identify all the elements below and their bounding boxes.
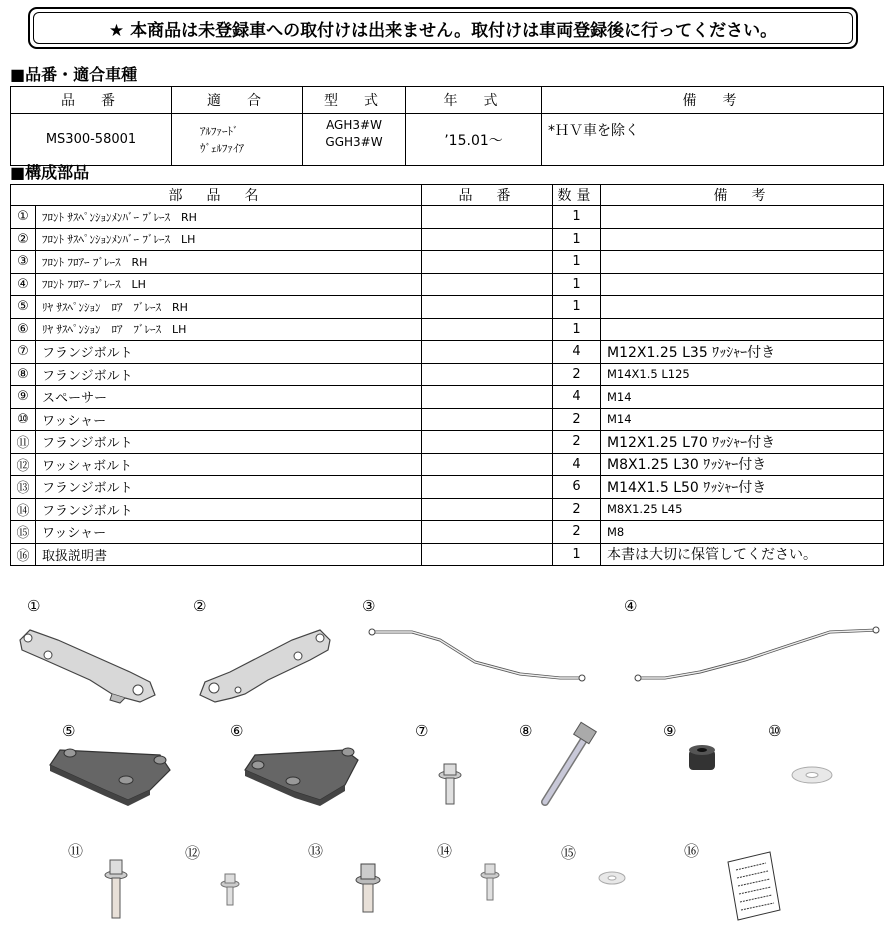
parts-row xyxy=(11,543,884,566)
row-number: ② xyxy=(11,228,36,251)
quantity: 1 xyxy=(553,543,601,566)
part-number xyxy=(422,431,553,454)
notice-text: ★ 本商品は未登録車への取付けは出来ません。取付けは車両登録後に行ってください。 xyxy=(33,12,853,44)
header-fitment: 適 合 xyxy=(172,87,303,114)
front-floor-brace-lh-illustration xyxy=(635,627,879,681)
parts-row xyxy=(11,318,884,341)
part-note: M12X1.25 L70 ﾜｯｼｬｰ付き xyxy=(601,431,884,454)
label-5: ⑤ xyxy=(62,722,76,740)
label-3: ③ xyxy=(362,597,376,615)
quantity: 1 xyxy=(553,296,601,319)
quantity: 2 xyxy=(553,498,601,521)
row-number: ⑪ xyxy=(11,431,36,454)
spacer-m14-illustration xyxy=(689,745,715,770)
vehicle-vellfire: ｳﾞｪﾙﾌｧｲｱ xyxy=(200,141,244,155)
parts-row xyxy=(11,431,884,454)
label-14: ⑭ xyxy=(437,842,453,860)
part-note: 本書は大切に保管してください。 xyxy=(601,543,884,566)
fitment-table xyxy=(10,86,884,166)
part-note xyxy=(601,206,884,229)
label-7: ⑦ xyxy=(415,722,429,740)
quantity: 2 xyxy=(553,363,601,386)
flange-bolt-m14-l125-illustration xyxy=(545,722,596,802)
parts-row xyxy=(11,521,884,544)
fitment-row xyxy=(11,114,884,166)
quantity: 4 xyxy=(553,453,601,476)
part-note: M14X1.5 L125 xyxy=(601,363,884,386)
part-note: M14 xyxy=(601,386,884,409)
header-notes: 備 考 xyxy=(601,185,884,206)
vehicle-alphard: ｱﾙﾌｧｰﾄﾞ xyxy=(200,124,239,138)
row-number: ⑫ xyxy=(11,453,36,476)
part-number xyxy=(422,386,553,409)
part-name: ﾌﾛﾝﾄ ｻｽﾍﾟﾝｼｮﾝﾒﾝﾊﾞｰ ﾌﾞﾚｰｽ LH xyxy=(36,228,422,251)
part-number xyxy=(422,273,553,296)
label-12: ⑫ xyxy=(185,844,201,862)
part-number xyxy=(422,206,553,229)
flange-bolt-m8-l45-illustration xyxy=(481,864,499,900)
part-name: 取扱説明書 xyxy=(36,543,422,566)
part-note: M14 xyxy=(601,408,884,431)
quantity: 4 xyxy=(553,341,601,364)
parts-row xyxy=(11,476,884,499)
row-number: ① xyxy=(11,206,36,229)
row-number: ⑬ xyxy=(11,476,36,499)
part-name: ﾌﾛﾝﾄ ｻｽﾍﾟﾝｼｮﾝﾒﾝﾊﾞｰ ﾌﾞﾚｰｽ RH xyxy=(36,206,422,229)
part-note: M8X1.25 L45 xyxy=(601,498,884,521)
front-suspension-brace-lh-illustration xyxy=(200,630,330,702)
header-part-no: 品 番 xyxy=(11,87,172,114)
quantity: 4 xyxy=(553,386,601,409)
part-number xyxy=(422,453,553,476)
part-number xyxy=(422,476,553,499)
row-number: ⑯ xyxy=(11,543,36,566)
washer-m8-illustration xyxy=(599,872,625,884)
parts-row xyxy=(11,251,884,274)
header-quantity: 数量 xyxy=(553,185,601,206)
part-number xyxy=(422,408,553,431)
part-name: フランジボルト xyxy=(36,498,422,521)
header-part-name: 部 品 名 xyxy=(11,185,422,206)
part-number xyxy=(422,363,553,386)
front-floor-brace-rh-illustration xyxy=(369,629,585,681)
row-number: ⑩ xyxy=(11,408,36,431)
fitment-vehicles xyxy=(172,114,303,166)
part-name: ﾌﾛﾝﾄ ﾌﾛｱｰ ﾌﾞﾚｰｽ RH xyxy=(36,251,422,274)
part-name: フランジボルト xyxy=(36,341,422,364)
parts-row xyxy=(11,498,884,521)
row-number: ④ xyxy=(11,273,36,296)
flange-bolt-m12-l70-illustration xyxy=(105,860,127,918)
parts-section-title: ■構成部品 xyxy=(10,163,90,182)
quantity: 2 xyxy=(553,431,601,454)
parts-row xyxy=(11,273,884,296)
part-number xyxy=(422,543,553,566)
label-1: ① xyxy=(27,597,41,615)
label-15: ⑮ xyxy=(561,844,577,862)
part-note xyxy=(601,273,884,296)
part-number xyxy=(422,341,553,364)
quantity: 1 xyxy=(553,228,601,251)
model-agh3: AGH3#W xyxy=(326,118,382,132)
fitment-models xyxy=(303,114,406,166)
quantity: 1 xyxy=(553,251,601,274)
washer-bolt-m8-l30-illustration xyxy=(221,874,239,905)
label-11: ⑪ xyxy=(68,842,84,860)
part-note xyxy=(601,318,884,341)
row-number: ⑤ xyxy=(11,296,36,319)
part-name: フランジボルト xyxy=(36,476,422,499)
header-year: 年 式 xyxy=(406,87,542,114)
row-number: ⑨ xyxy=(11,386,36,409)
parts-header-row xyxy=(11,185,884,206)
part-name: ワッシャー xyxy=(36,408,422,431)
part-note xyxy=(601,228,884,251)
part-name: ﾘﾔ ｻｽﾍﾟﾝｼｮﾝ ﾛｱ ﾌﾞﾚｰｽ RH xyxy=(36,296,422,319)
part-name: フランジボルト xyxy=(36,363,422,386)
header-remarks: 備 考 xyxy=(542,87,884,114)
rear-suspension-brace-lh-illustration xyxy=(245,748,358,806)
flange-bolt-m12-l35-illustration xyxy=(439,764,461,804)
part-number xyxy=(422,318,553,341)
row-number: ③ xyxy=(11,251,36,274)
parts-row xyxy=(11,296,884,319)
parts-row xyxy=(11,228,884,251)
part-number xyxy=(422,228,553,251)
part-number xyxy=(422,521,553,544)
row-number: ⑥ xyxy=(11,318,36,341)
part-note: M8X1.25 L30 ﾜｯｼｬｰ付き xyxy=(601,453,884,476)
part-name: ワッシャー xyxy=(36,521,422,544)
parts-row xyxy=(11,206,884,229)
label-8: ⑧ xyxy=(519,722,533,740)
parts-row xyxy=(11,453,884,476)
label-4: ④ xyxy=(624,597,638,615)
notice-banner xyxy=(28,7,858,49)
front-suspension-brace-rh-illustration xyxy=(20,630,155,703)
part-name: ﾘﾔ ｻｽﾍﾟﾝｼｮﾝ ﾛｱ ﾌﾞﾚｰｽ LH xyxy=(36,318,422,341)
quantity: 1 xyxy=(553,206,601,229)
part-note: M12X1.25 L35 ﾜｯｼｬｰ付き xyxy=(601,341,884,364)
quantity: 1 xyxy=(553,318,601,341)
washer-m14-illustration xyxy=(792,767,832,783)
part-name: スペーサー xyxy=(36,386,422,409)
part-number xyxy=(422,498,553,521)
quantity: 2 xyxy=(553,408,601,431)
parts-row xyxy=(11,341,884,364)
label-10: ⑩ xyxy=(768,722,782,740)
part-note: M8 xyxy=(601,521,884,544)
quantity: 6 xyxy=(553,476,601,499)
header-part-number: 品 番 xyxy=(422,185,553,206)
fitment-year: ’15.01～ xyxy=(406,114,542,166)
parts-row xyxy=(11,386,884,409)
part-name: フランジボルト xyxy=(36,431,422,454)
parts-row xyxy=(11,408,884,431)
part-note: M14X1.5 L50 ﾜｯｼｬｰ付き xyxy=(601,476,884,499)
parts-illustrations xyxy=(0,590,892,933)
fitment-remarks: *ＨＶ車を除く xyxy=(542,114,884,166)
header-model: 型 式 xyxy=(303,87,406,114)
rear-suspension-brace-rh-illustration xyxy=(50,749,170,806)
instruction-manual-illustration xyxy=(728,852,780,920)
flange-bolt-m14-l50-illustration xyxy=(356,864,380,912)
row-number: ⑮ xyxy=(11,521,36,544)
row-number: ⑭ xyxy=(11,498,36,521)
label-16: ⑯ xyxy=(684,842,700,860)
part-note xyxy=(601,296,884,319)
label-13: ⑬ xyxy=(308,842,324,860)
parts-table xyxy=(10,184,884,566)
quantity: 2 xyxy=(553,521,601,544)
label-9: ⑨ xyxy=(663,722,677,740)
parts-row xyxy=(11,363,884,386)
label-2: ② xyxy=(193,597,207,615)
fitment-section-title: ■品番・適合車種 xyxy=(10,65,138,84)
part-name: ﾌﾛﾝﾄ ﾌﾛｱｰ ﾌﾞﾚｰｽ LH xyxy=(36,273,422,296)
quantity: 1 xyxy=(553,273,601,296)
fitment-header-row xyxy=(11,87,884,114)
row-number: ⑧ xyxy=(11,363,36,386)
part-note xyxy=(601,251,884,274)
fitment-part-no: MS300-58001 xyxy=(11,114,172,166)
part-number xyxy=(422,251,553,274)
model-ggh3: GGH3#W xyxy=(325,135,383,149)
part-number xyxy=(422,296,553,319)
label-6: ⑥ xyxy=(230,722,244,740)
row-number: ⑦ xyxy=(11,341,36,364)
part-name: ワッシャボルト xyxy=(36,453,422,476)
